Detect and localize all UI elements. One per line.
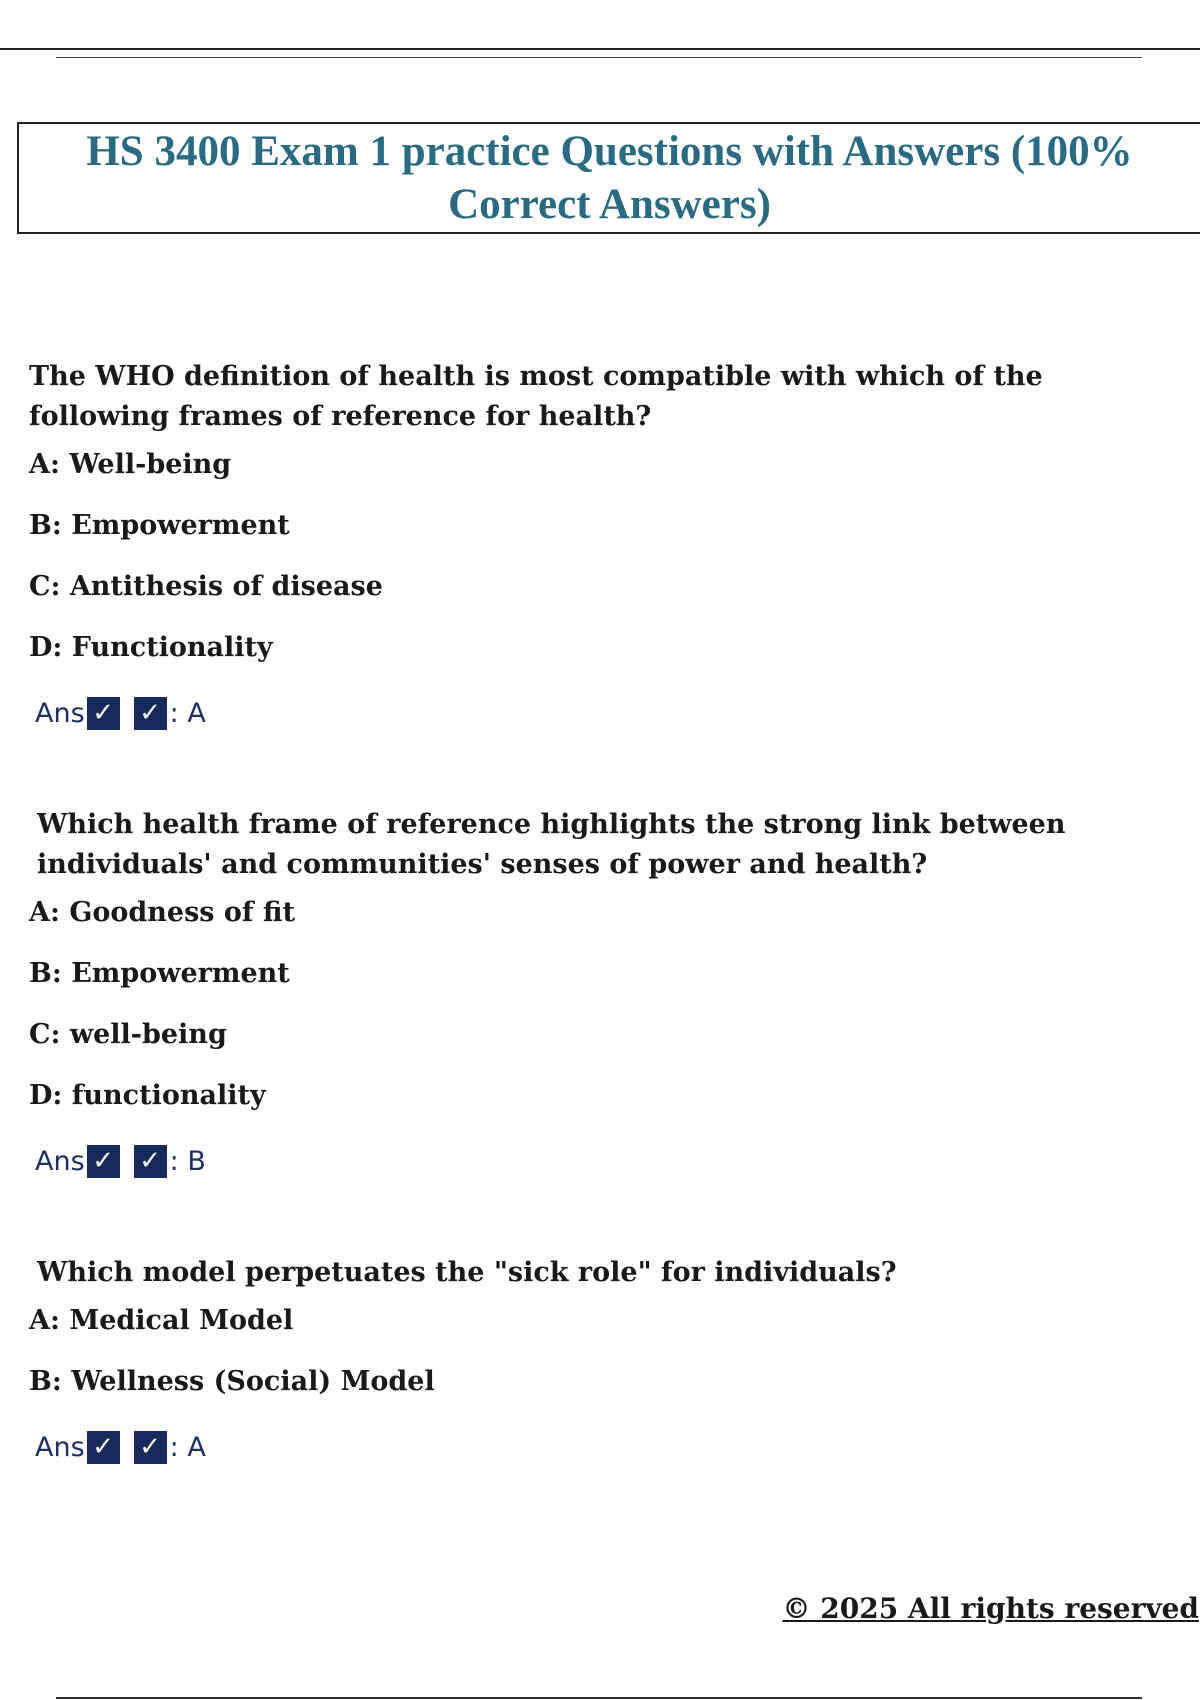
option-item: D: functionality (29, 1080, 266, 1111)
option-item: B: Empowerment (29, 510, 290, 541)
answer-prefix: Ans (35, 1431, 85, 1463)
check-box-icon: ✓ (134, 1145, 167, 1178)
question-1 (29, 357, 1179, 733)
option-item: D: Functionality (29, 632, 273, 663)
check-box-icon: ✓ (134, 697, 167, 730)
check-box-icon: ✓ (87, 697, 120, 730)
copyright-notice: © 2025 All rights reserved (782, 1592, 1199, 1625)
question-text: The WHO definition of health is most compatible with which of the following frames of reference for health? (29, 361, 1043, 432)
header-rule-outer (0, 48, 1200, 50)
option-list (29, 1293, 1179, 1415)
question-3 (29, 1253, 1179, 1467)
answer-line (35, 693, 1179, 733)
option-item: B: Wellness (Social) Model (29, 1366, 435, 1397)
answer-value: : A (169, 697, 206, 729)
answer-line (35, 1427, 1179, 1467)
header-rule-inner (56, 57, 1142, 58)
answer-prefix: Ans (35, 1145, 85, 1177)
option-item: A: Well-being (29, 449, 232, 480)
title-box (17, 122, 1200, 234)
option-item: A: Goodness of fit (29, 897, 296, 928)
answer-value: : A (169, 1431, 206, 1463)
option-item: A: Medical Model (29, 1305, 294, 1336)
answer-value: : B (169, 1145, 206, 1177)
document-title: HS 3400 Exam 1 practice Questions with Answers (100% Correct Answers) (86, 128, 1133, 228)
check-box-icon: ✓ (134, 1431, 167, 1464)
check-box-icon: ✓ (87, 1145, 120, 1178)
check-box-icon: ✓ (87, 1431, 120, 1464)
question-text: Which health frame of reference highlights the strong link between individuals' and communities' senses of power and health? (37, 809, 1066, 880)
question-text: Which model perpetuates the "sick role" for individuals? (37, 1257, 897, 1288)
option-list (29, 437, 1179, 681)
question-2 (29, 805, 1179, 1181)
footer-rule (56, 1697, 1142, 1699)
answer-line (35, 1141, 1179, 1181)
option-item: C: Antithesis of disease (29, 571, 383, 602)
option-list (29, 885, 1179, 1129)
answer-prefix: Ans (35, 697, 85, 729)
option-item: B: Empowerment (29, 958, 290, 989)
option-item: C: well-being (29, 1019, 227, 1050)
